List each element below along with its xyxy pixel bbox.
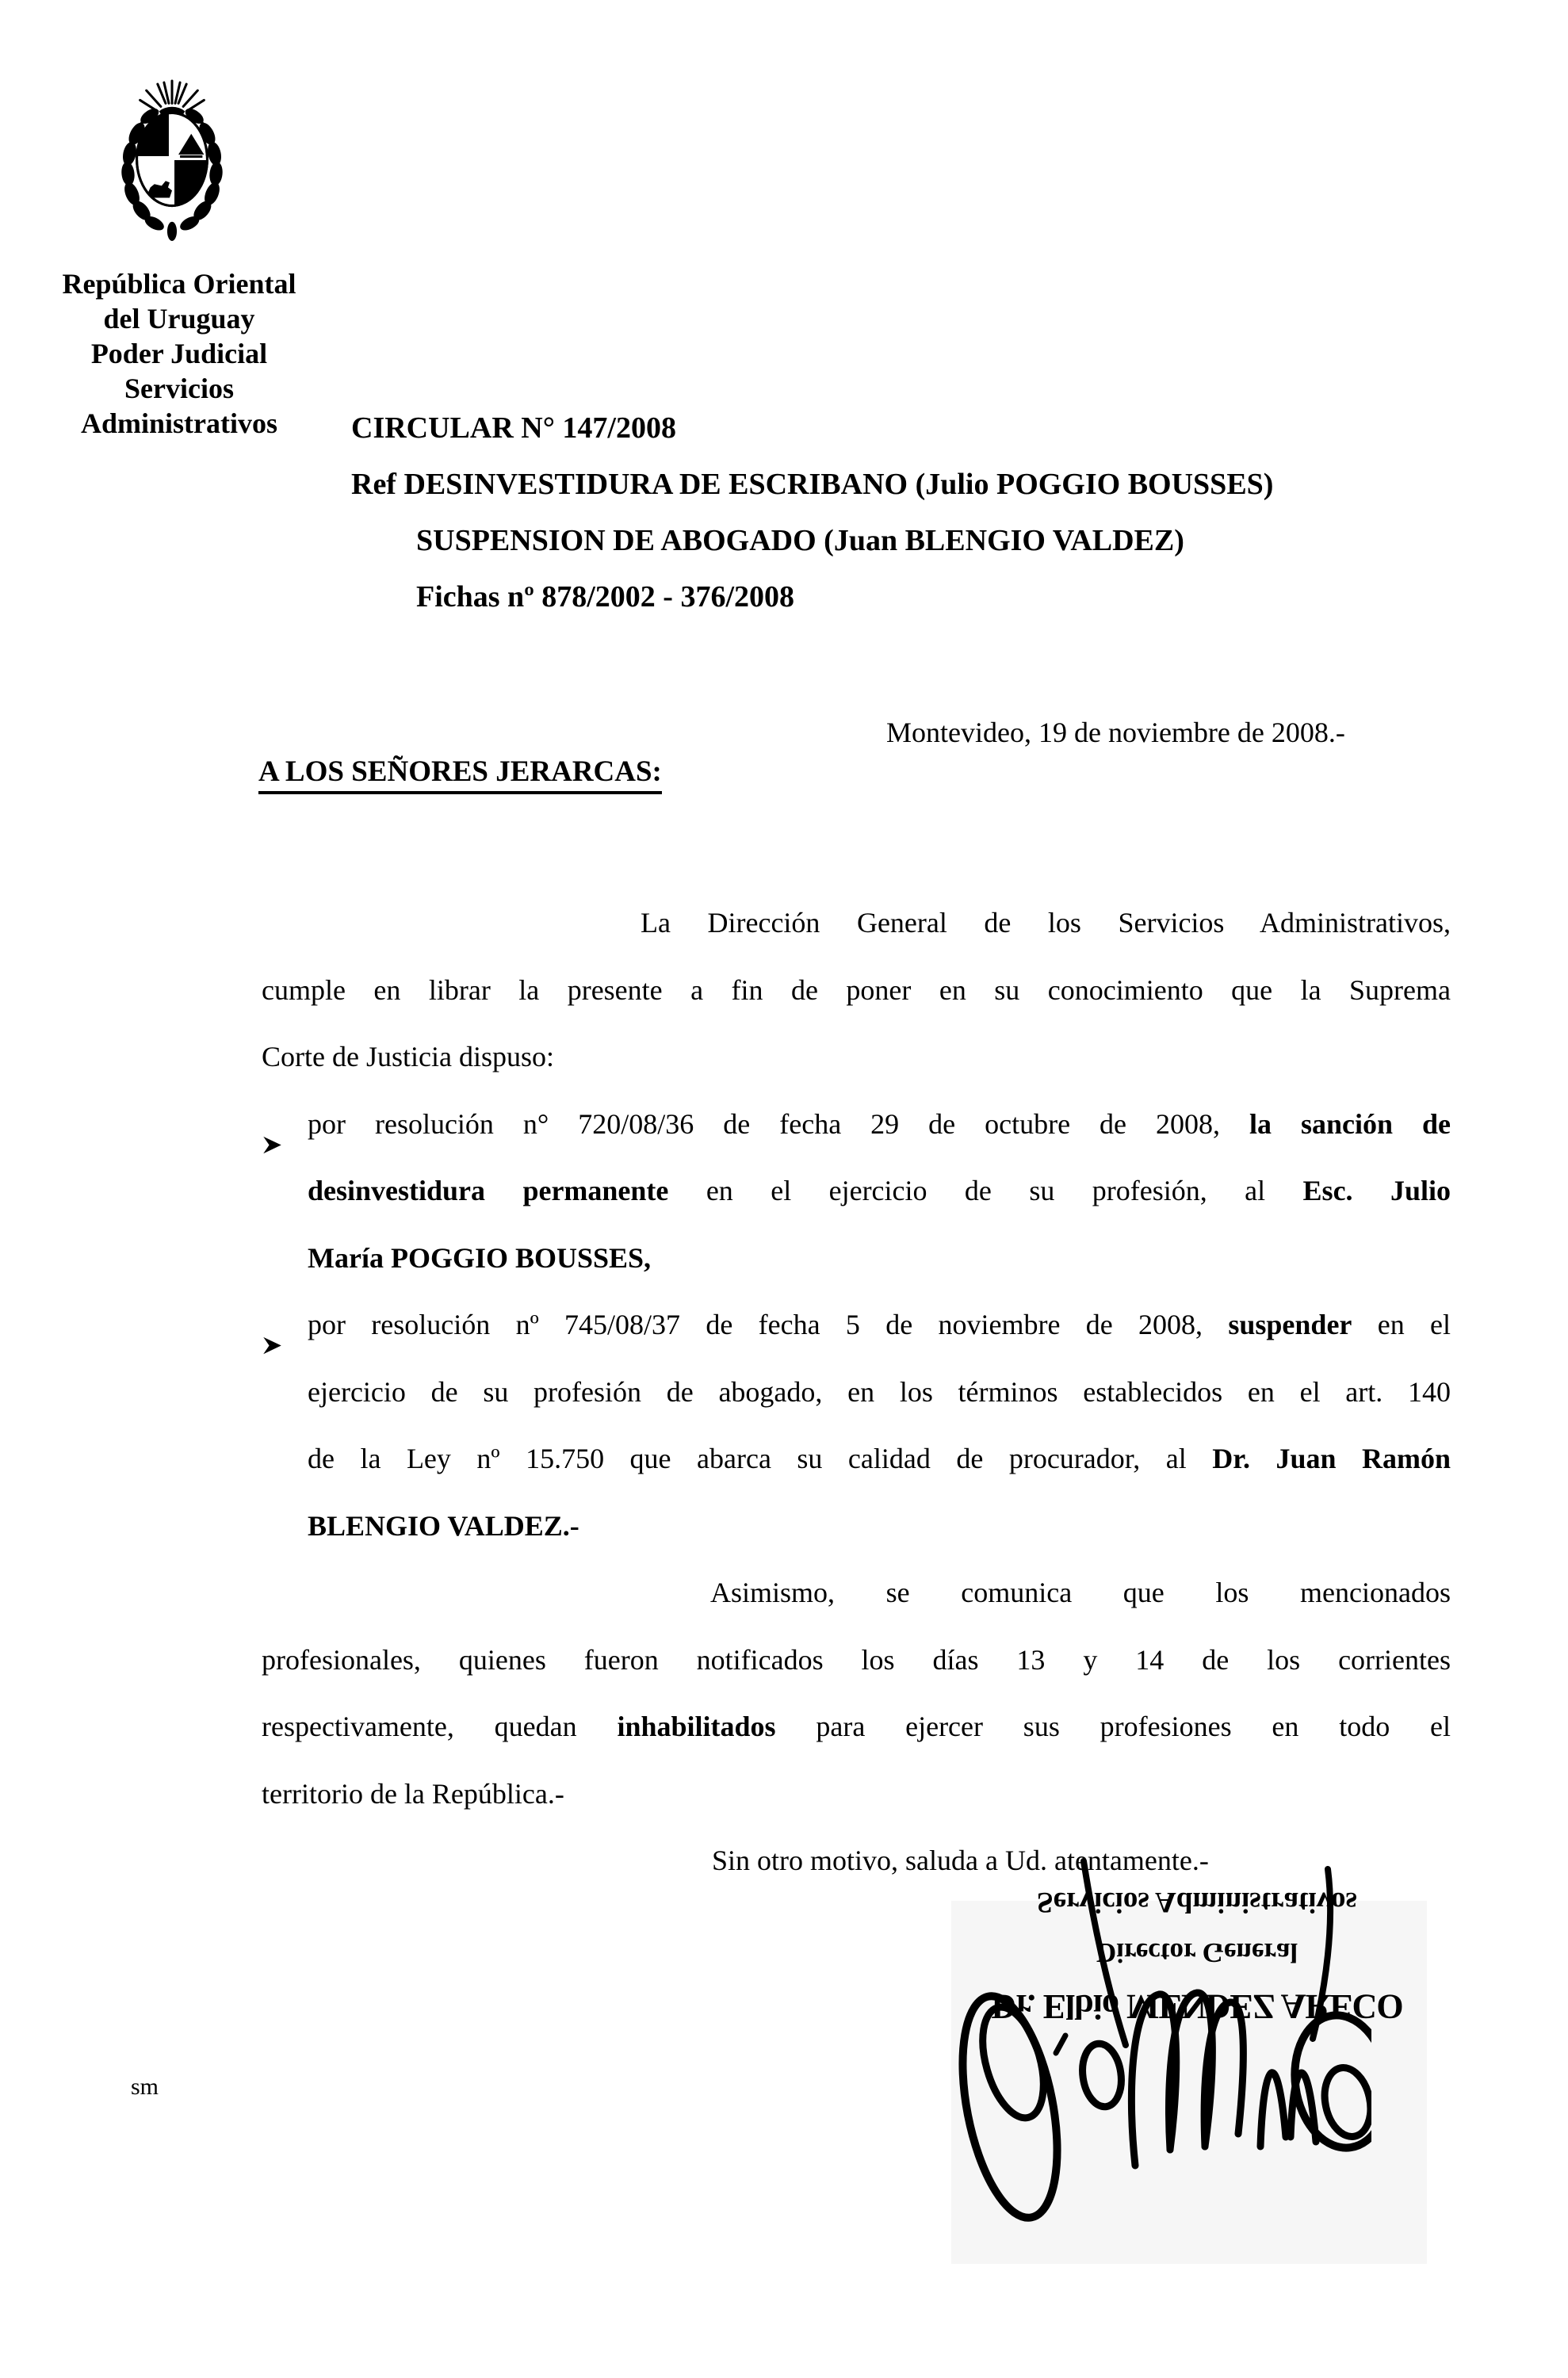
text-segment: Sin otro motivo, saluda a Ud. atentamente.- [712,1845,1209,1876]
bold-text-segment: desinvestidura permanente [308,1175,669,1206]
signature-icon [927,1855,1371,2227]
circular-header [351,400,1273,625]
ref-line: Ref DESINVESTIDURA DE ESCRIBANO (Julio POGGIO BOUSSES) [351,468,1274,501]
fichas-line: Fichas nº 878/2002 - 376/2008 [416,580,795,614]
text-line [262,889,1451,957]
typist-initials: sm [131,2074,159,2100]
date-line: Montevideo, 19 de noviembre de 2008.- [886,717,1345,748]
bold-text-segment: BLENGIO VALDEZ.- [308,1509,579,1542]
text-segment: territorio de la República.- [262,1777,564,1810]
stamp-line-name: Dr. Elbio MENDEZ ARECO [991,1987,1403,2026]
text-segment: por resolución nº 745/08/37 de fecha 5 de noviembre de 2008, [308,1309,1229,1340]
uruguay-coat-of-arms-logo [117,76,227,243]
bold-text-segment: inhabilitados [617,1711,776,1742]
org-line-5: Administrativos [80,407,277,439]
salutation: A LOS SEÑORES JERARCAS: [258,755,662,794]
text-line [262,1761,1451,1828]
text-segment: respectivamente, quedan [262,1711,618,1742]
text-segment: en el ejercicio de su profesión, al [668,1175,1303,1206]
text-line [262,1023,1451,1091]
bold-text-segment: Esc. Julio [1302,1175,1451,1206]
text-segment: para ejercer sus profesiones en todo el [775,1711,1451,1742]
text-line [262,957,1451,1024]
text-line [262,1157,1451,1225]
text-segment: profesionales, quienes fueron notificados los días 13 y 14 de los corrientes [262,1643,1451,1676]
bold-text-segment: suspender [1228,1309,1352,1340]
org-line-4: Servicios [124,373,234,404]
text-line [262,1359,1451,1426]
text-segment: por resolución n° 720/08/36 de fecha 29 de octubre de 2008, [308,1107,1249,1140]
bold-text-segment: Dr. Juan Ramón [1212,1443,1451,1474]
ref-line-2: SUSPENSION DE ABOGADO (Juan BLENGIO VALDEZ) [416,524,1184,557]
handwritten-signature [927,1855,1371,2227]
text-segment: en el [1352,1309,1451,1340]
text-segment: cumple en librar la presente a fin de poner en su conocimiento que la Suprema [262,973,1451,1006]
text-segment: de la Ley nº 15.750 que abarca su calidad de procurador, al [308,1443,1213,1474]
body-text [262,889,1451,1894]
coat-of-arms-icon [117,76,227,243]
text-segment: ejercicio de su profesión de abogado, en los términos establecidos en el art. 140 [308,1375,1451,1408]
bold-text-segment: la sanción de [1249,1107,1451,1140]
org-name-block [36,266,322,441]
text-line [262,1291,1451,1359]
text-line [262,1559,1451,1627]
text-line [262,1493,1451,1560]
org-line-1: República Oriental [62,268,296,300]
stamp-line-servicios: Servicios Administrativos [1037,1886,1357,1918]
circular-number: CIRCULAR N° 147/2008 [351,411,676,445]
text-line [262,1091,1451,1158]
org-line-2: del Uruguay [103,303,255,335]
text-line [262,1425,1451,1493]
stamp-line-director: Director General [1096,1937,1298,1968]
text-segment: La Dirección General de los Servicios Administrativos, [641,907,1451,939]
bold-text-segment: María POGGIO BOUSSES, [308,1241,652,1274]
text-line [262,1693,1451,1761]
text-segment: Asimismo, se comunica que los mencionados [710,1577,1451,1608]
bullet-arrow-icon [262,1313,283,1335]
text-line [262,1225,1451,1292]
org-line-3: Poder Judicial [90,338,268,369]
bullet-arrow-icon [262,1113,283,1134]
text-line [262,1627,1451,1694]
text-segment: Corte de Justicia dispuso: [262,1041,554,1072]
